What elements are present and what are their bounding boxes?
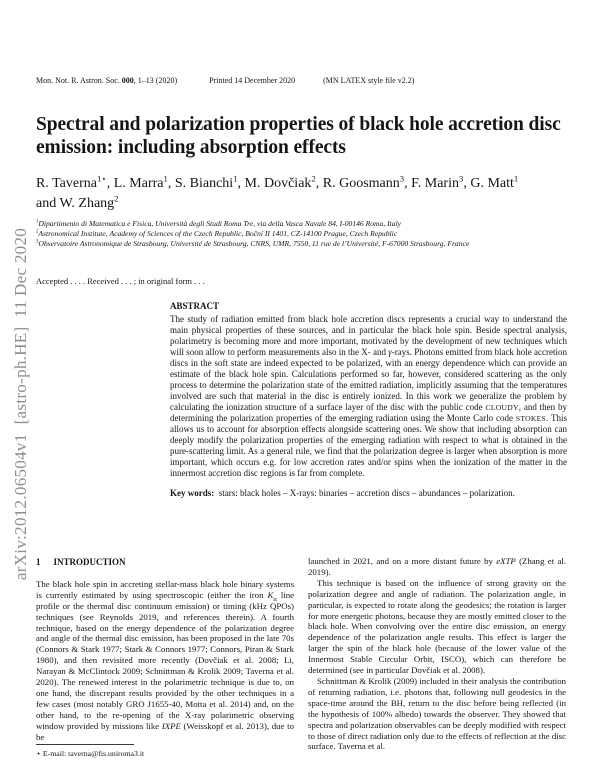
printed-date: Printed 14 December 2020 bbox=[209, 76, 296, 85]
arxiv-stamp: arXiv:2012.06504v1 [astro-ph.HE] 11 Dec 2020 bbox=[11, 227, 30, 581]
right-column bbox=[308, 556, 566, 776]
section-label: INTRODUCTION bbox=[53, 557, 126, 567]
affiliation-3: $^3$Observatoire Astronomique de Strasbourg, Université de Strasbourg, CNRS, UMR, 7550, 11 rue de l’Université, F-67000 Strasbourg, France bbox=[36, 239, 470, 248]
journal-name: Mon. Not. R. Astron. Soc. bbox=[36, 76, 122, 85]
footnote bbox=[36, 742, 294, 758]
abstract-section bbox=[170, 301, 567, 499]
dates-line: Accepted . . . . Received . . . ; in original form . . . bbox=[36, 276, 205, 286]
journal-header bbox=[36, 76, 576, 85]
footnote-rule bbox=[36, 744, 134, 745]
author-list bbox=[36, 174, 567, 214]
affiliation-1: $^1$Dipartimento di Matematica e Fisica, Università degli Studi Roma Tre, via della Vasca Navale 84, I-00146 Roma, Italy bbox=[36, 219, 402, 228]
style-file-note: (MN LATEX style file v2.2) bbox=[323, 76, 415, 85]
section-heading-introduction bbox=[36, 557, 294, 568]
author-line-1: R. Taverna$^{1⋆}$, L. Marra$^1$, S. Bianchi$^1$, M. Dovčiak$^2$, R. Goosmann$^3$, F. Marin$^3$, G. Matt$^1$ bbox=[36, 173, 519, 191]
intro-paragraph-left: The black hole spin in accreting stellar-mass black hole binary systems is currently estimated by using spectroscopic (either the iron $K_\alpha$ line profile or the thermal disc continuum emission) or timing (kHz QPOs) techniques (see Reynolds 2019, and references therein). A fourth technique, based on the energy dependence of the polarization degree and angle of the thermal disc emission, has been proposed in the late 70s (Connors & Stark 1977; Stark & Connors 1977; Connors, Piran & Stark 1980), and then revisited more recently (Dovčiak et al. 2008; Li, Narayan & McClintock 2009; Schnittman & Krolik 2009; Taverna et al. 2020). The renewed interest in the polarimetric technique is due to, on one hand, the discrepant results provided by the other techniques in a few cases (most notably GRO J1655-40, Motta et al. 2014) and, on the other hand, to the re-opening of the X-ray polarimetric observing window provided by missions like IXPE (Weisskopf et al. 2013), due to be bbox=[36, 578, 295, 742]
keywords-line: Key words: stars: black holes – X-rays: binaries – accretion discs – abundances – polarization. bbox=[170, 488, 515, 498]
affiliation-list bbox=[36, 219, 596, 249]
page-title: Spectral and polarization properties of black hole accretion disc emission: including absorption effects bbox=[36, 114, 561, 158]
abstract-heading: ABSTRACT bbox=[170, 301, 220, 311]
journal-volume: 000 bbox=[121, 76, 134, 85]
author-line-2: and W. Zhang$^2$ bbox=[36, 193, 119, 211]
section-number: 1 bbox=[36, 557, 41, 567]
intro-paragraph-right-2: This technique is based on the influence of strong gravity on the polarization degree and angle of radiation. The polarization angle, in particular, is expected to rotate along the geodesics; the rotation is larger for more energetic photons, because they are mostly emitted closer to the black hole. When convolving over the entire disc emission, an energy dependence of the polarization angle results. This effect is larger the larger the spin of the black hole (because of the lower value of the Innermost Stable Circular Orbit, ISCO), which can therefore be determined (see in particular Dovčiak et al. 2008). bbox=[308, 577, 566, 676]
affiliation-2: $^2$Astronomical Institute, Academy of Sciences of the Czech Republic, Boční II 1401, CZ-14100 Prague, Czech Republic bbox=[36, 229, 398, 238]
intro-paragraph-right-1: launched in 2021, and on a more distant future by eXTP (Zhang et al. 2019). bbox=[308, 556, 566, 577]
journal-issue-info: , 1–13 (2020) bbox=[133, 76, 178, 85]
intro-paragraph-right-3: Schnittman & Krolik (2009) included in their analysis the contribution of returning radiation, i.e. photons that, following null geodesics in the space-time around the BH, return to the disc before being reflected (in the hypothesis of 100% albedo) towards the observer. They showed that spectra and polarization observables can be deeply modified with respect to those of direct radiation only due to the effects of reflection at the disc surface. Taverna et al. bbox=[308, 675, 566, 752]
abstract-body: The study of radiation emitted from black hole accretion discs represents a crucial way to understand the main physical properties of these sources, and in particular the black hole spin. Beside spectral analysis, polarimetry is becoming more and more important, motivated by the development of new techniques which will soon allow to perform measurements also in the X- and γ-rays. Photons emitted from black hole accretion discs in the soft state are indeed expected to be polarized, with an energy dependence which can provide an estimate of the black hole spin. Calculations performed so far, however, considered scattering as the only process to determine the polarization state of the emitted radiation, implicitly assuming that the temperatures involved are such that material in the disc is entirely ionized. In this work we generalize the problem by calculating the ionization structure of a surface layer of the disc with the public code CLOUDY, and then by determining the polarization properties of the emerging radiation using the Monte Carlo code STOKES. This allows us to account for absorption effects alongside scattering ones. We show that including absorption can deeply modify the polarization properties of the emerging radiation with respect to what is obtained in the pure-scattering limit. As a general rule, we find that the polarization degree is larger when absorption is more important, which occurs e.g. for low accretion rates and/or spins when the ionization of the matter in the innermost accretion disc regions is far from complete. bbox=[170, 314, 567, 478]
footnote-email: ⋆ E-mail: taverna@fis.uniroma3.it bbox=[36, 749, 145, 758]
